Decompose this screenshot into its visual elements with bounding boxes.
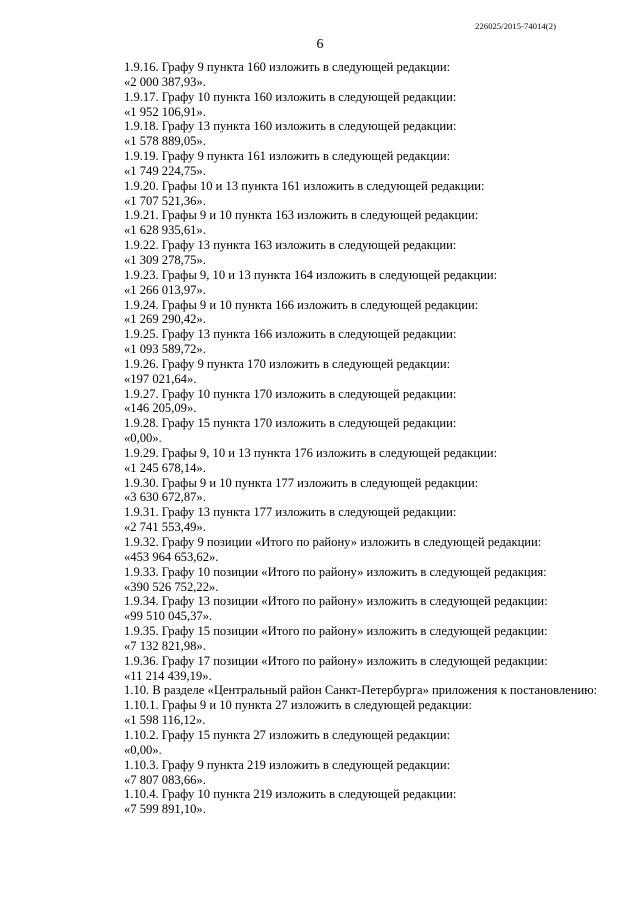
document-id: 226025/2015-74014(2) — [475, 21, 556, 31]
text-line: 1.9.19. Графу 9 пункта 161 изложить в следующей редакции: — [124, 149, 451, 164]
text-line: 1.10.1. Графы 9 и 10 пункта 27 изложить в следующей редакции: — [124, 698, 472, 713]
text-line: 1.9.20. Графы 10 и 13 пункта 161 изложить в следующей редакции: — [124, 178, 485, 193]
text-line: «7 599 891,10». — [124, 802, 206, 817]
text-line: «7 807 083,66». — [124, 772, 206, 787]
text-line: «1 952 106,91». — [124, 104, 206, 119]
text-line: 1.9.32. Графу 9 позиции «Итого по району» изложить в следующей редакции: — [124, 535, 542, 549]
text-line: 1.9.30. Графы 9 и 10 пункта 177 изложить в следующей редакции: — [124, 475, 479, 490]
text-line: «1 245 678,14». — [124, 460, 206, 475]
text-line: «1 269 290,42». — [124, 312, 206, 327]
text-line: «11 214 439,19». — [124, 668, 212, 683]
text-line: 1.9.23. Графы 9, 10 и 13 пункта 164 изложить в следующей редакции: — [124, 267, 498, 282]
text-line: «390 526 752,22». — [124, 579, 219, 594]
text-line: «453 964 653,62». — [124, 549, 219, 564]
text-line: 1.9.27. Графу 10 пункта 170 изложить в следующей редакции: — [124, 386, 457, 401]
text-line: «197 021,64». — [124, 371, 197, 386]
text-line: 1.10. В разделе «Центральный район Санкт-Петербурга» приложения к постановлению: — [124, 683, 598, 698]
text-line: 1.10.4. Графу 10 пункта 219 изложить в следующей редакции: — [124, 787, 457, 802]
text-line: 1.10.3. Графу 9 пункта 219 изложить в следующей редакции: — [124, 757, 451, 772]
text-line: 1.9.31. Графу 13 пункта 177 изложить в следующей редакции: — [124, 505, 457, 520]
page-number: 6 — [316, 37, 324, 52]
text-line: 1.9.26. Графу 9 пункта 170 изложить в следующей редакции: — [124, 356, 451, 371]
text-line: 1.9.33. Графу 10 позиции «Итого по району» изложить в следующей редакция: — [124, 564, 547, 579]
text-line: 1.9.28. Графу 15 пункта 170 изложить в следующей редакции: — [124, 416, 457, 431]
text-line: «3 630 672,87». — [124, 490, 206, 505]
text-line: «1 093 589,72». — [124, 342, 206, 357]
text-line: 1.9.16. Графу 9 пункта 160 изложить в следующей редакции: — [124, 60, 451, 74]
text-line: 1.9.18. Графу 13 пункта 160 изложить в следующей редакции: — [124, 119, 457, 134]
text-line: «7 132 821,98». — [124, 638, 206, 653]
text-line: 1.9.17. Графу 10 пункта 160 изложить в следующей редакции: — [124, 89, 457, 104]
text-line: «1 598 116,12». — [124, 713, 206, 728]
text-line: «1 628 935,61». — [124, 223, 206, 238]
text-line: «1 707 521,36». — [124, 193, 206, 208]
text-line: 1.9.34. Графу 13 позиции «Итого по району» изложить в следующей редакции: — [124, 594, 548, 609]
text-line: «1 578 889,05». — [124, 134, 206, 149]
text-line: «1 749 224,75». — [124, 163, 206, 178]
text-line: 1.9.22. Графу 13 пункта 163 изложить в следующей редакции: — [124, 238, 457, 253]
text-line: «0,00». — [124, 742, 162, 757]
text-line: 1.9.25. Графу 13 пункта 166 изложить в следующей редакции: — [124, 327, 457, 342]
text-line: «99 510 045,37». — [124, 609, 213, 624]
text-line: 1.9.29. Графы 9, 10 и 13 пункта 176 изложить в следующей редакции: — [124, 445, 498, 460]
text-line: «1 309 278,75». — [124, 252, 206, 267]
text-line: «2 741 553,49». — [124, 520, 206, 535]
text-line: 1.9.21. Графы 9 и 10 пункта 163 изложить в следующей редакции: — [124, 208, 479, 223]
text-line: 1.10.2. Графу 15 пункта 27 изложить в следующей редакции: — [124, 727, 451, 742]
text-line: «2 000 387,93». — [124, 74, 206, 89]
text-line: 1.9.35. Графу 15 позиции «Итого по району» изложить в следующей редакции: — [124, 624, 548, 639]
text-line: «1 266 013,97». — [124, 282, 206, 297]
document-body — [124, 60, 624, 817]
text-line: 1.9.36. Графу 17 позиции «Итого по району» изложить в следующей редакции: — [124, 653, 548, 668]
text-line: «146 205,09». — [124, 401, 197, 416]
text-line: 1.9.24. Графы 9 и 10 пункта 166 изложить в следующей редакции: — [124, 297, 479, 312]
text-line: «0,00». — [124, 431, 162, 446]
